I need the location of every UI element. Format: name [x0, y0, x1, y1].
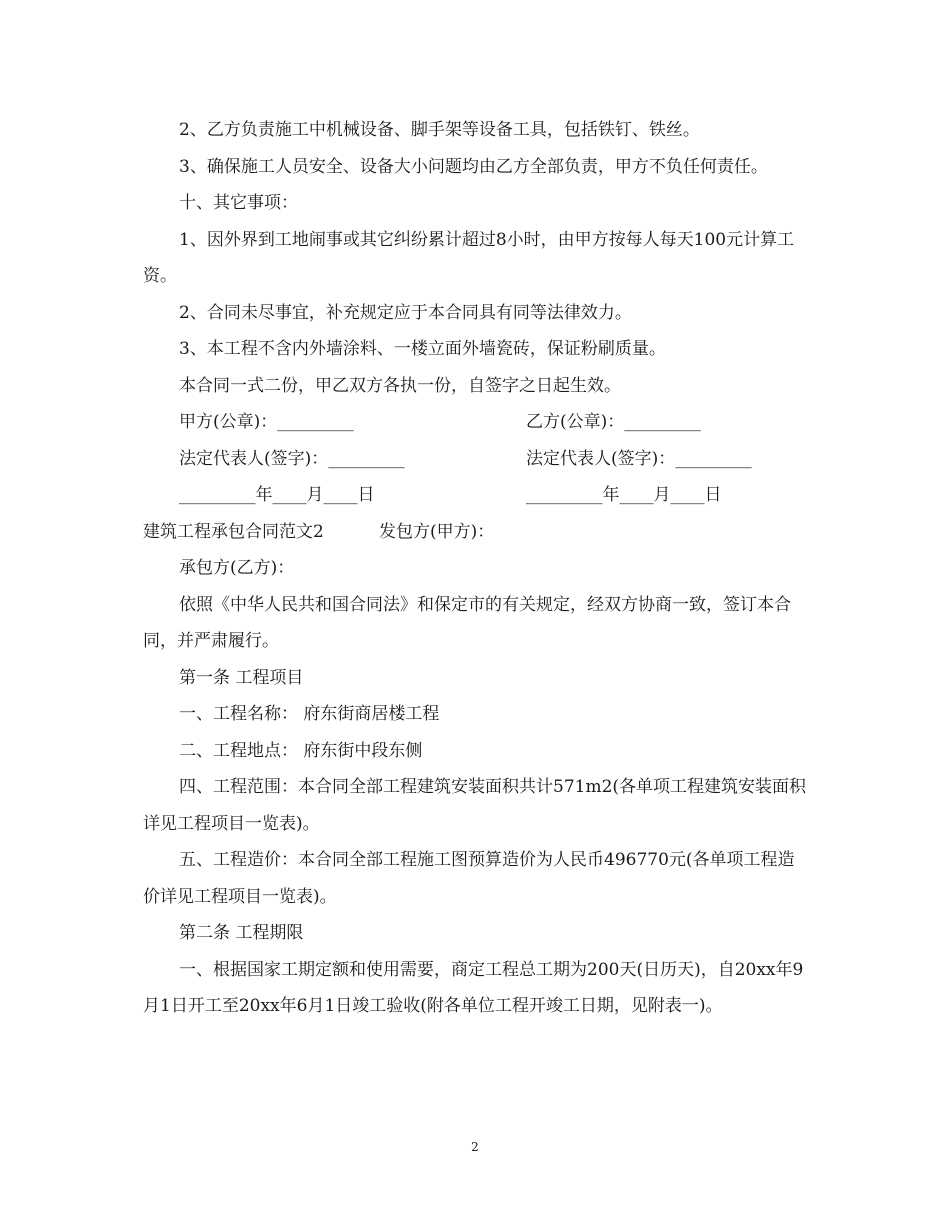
- paragraph: 1、因外界到工地闹事或其它纠纷累计超过8小时，由甲方按每人每天100元计算工资。: [143, 229, 795, 286]
- paragraph: 3、确保施工人员安全、设备大小问题均由乙方全部负责，甲方不负任何责任。: [179, 156, 768, 177]
- section2-title: 建筑工程承包合同范文2: [143, 521, 324, 542]
- party-a-representative: 法定代表人(签字)：_________: [179, 448, 405, 469]
- paragraph: 一、根据国家工期定额和使用需要，商定工程总工期为200天(日历天)，自20xx年9月1日开工至20xx年6月1日竣工验收(附各单位工程开竣工日期，见附表一)。: [143, 959, 804, 1016]
- section2-title-row: [143, 514, 807, 551]
- paragraph: 承包方(乙方)：: [179, 558, 295, 578]
- article-heading: 第二条 工程期限: [179, 923, 304, 943]
- page-number: 2: [471, 1140, 479, 1154]
- paragraph: 3、本工程不含内外墙涂料、一楼立面外墙瓷砖，保证粉刷质量。: [179, 339, 666, 359]
- party-a-date: _________年____月____日: [179, 485, 375, 505]
- paragraph: 四、工程范围：本合同全部工程建筑安装面积共计571m2(各单项工程建筑安装面积详见工程项目一览表)。: [143, 777, 807, 834]
- paragraph: 五、工程造价：本合同全部工程施工图预算造价为人民币496770元(各单项工程造价详见工程项目一览表)。: [143, 850, 795, 907]
- article-heading: 第一条 工程项目: [179, 667, 304, 688]
- document-body: [143, 112, 807, 1025]
- signature-seal-row: [143, 404, 807, 441]
- section-heading: 十、其它事项：: [179, 193, 298, 213]
- paragraph: 2、乙方负责施工中机械设备、脚手架等设备工具，包括铁钉、铁丝。: [179, 120, 700, 140]
- party-b-seal: 乙方(公章)：_________: [526, 412, 701, 432]
- party-a-seal: 甲方(公章)：_________: [179, 412, 354, 432]
- paragraph: 2、合同未尽事宜，补充规定应于本合同具有同等法律效力。: [179, 302, 632, 323]
- contracting-party-label: 发包方(甲方)：: [379, 521, 495, 542]
- paragraph: 依照《中华人民共和国合同法》和保定市的有关规定，经双方协商一致，签订本合同，并严肃履行。: [143, 594, 791, 651]
- party-b-representative: 法定代表人(签字)：_________: [526, 448, 752, 469]
- paragraph: 一、工程名称： 府东街商居楼工程: [179, 704, 440, 724]
- signature-date-row: [143, 477, 807, 514]
- paragraph: 本合同一式二份，甲乙双方各执一份，自签字之日起生效。: [179, 375, 621, 396]
- signature-rep-row: [143, 441, 807, 478]
- party-b-date: _________年____月____日: [526, 485, 722, 505]
- paragraph: 二、工程地点： 府东街中段东侧: [179, 740, 423, 761]
